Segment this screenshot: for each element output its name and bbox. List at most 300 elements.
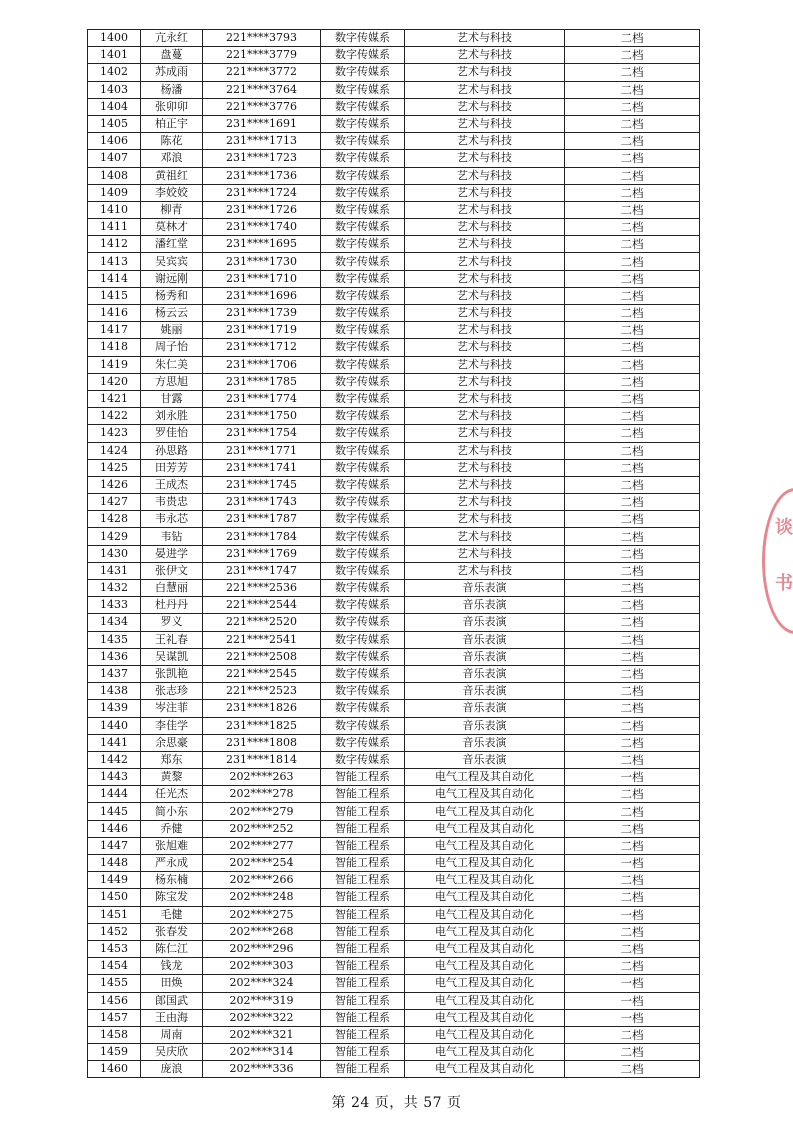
cell-major: 音乐表演 (405, 614, 565, 631)
cell-grade: 二档 (565, 717, 700, 734)
cell-grade: 二档 (565, 872, 700, 889)
cell-no: 1442 (88, 751, 141, 768)
cell-no: 1438 (88, 683, 141, 700)
cell-id: 231****1814 (203, 751, 321, 768)
cell-name: 韦钻 (141, 528, 203, 545)
cell-no: 1425 (88, 459, 141, 476)
cell-grade: 二档 (565, 683, 700, 700)
cell-major: 艺术与科技 (405, 494, 565, 511)
cell-name: 任光杰 (141, 786, 203, 803)
cell-no: 1453 (88, 940, 141, 957)
cell-name: 姚丽 (141, 322, 203, 339)
cell-no: 1418 (88, 339, 141, 356)
official-seal-fragment: 谈 书 (762, 488, 793, 634)
cell-dept: 智能工程系 (321, 1026, 405, 1043)
cell-grade: 二档 (565, 287, 700, 304)
cell-dept: 数字传媒系 (321, 476, 405, 493)
cell-grade: 二档 (565, 236, 700, 253)
cell-major: 音乐表演 (405, 631, 565, 648)
cell-major: 艺术与科技 (405, 81, 565, 98)
cell-no: 1412 (88, 236, 141, 253)
cell-dept: 智能工程系 (321, 786, 405, 803)
cell-dept: 数字传媒系 (321, 184, 405, 201)
cell-dept: 智能工程系 (321, 940, 405, 957)
table-row (88, 339, 700, 356)
cell-dept: 数字传媒系 (321, 322, 405, 339)
cell-name: 谢远刚 (141, 270, 203, 287)
cell-id: 231****1784 (203, 528, 321, 545)
table-row (88, 81, 700, 98)
cell-name: 孙思路 (141, 442, 203, 459)
cell-dept: 智能工程系 (321, 1009, 405, 1026)
cell-major: 艺术与科技 (405, 98, 565, 115)
cell-grade: 二档 (565, 889, 700, 906)
cell-name: 晏进学 (141, 545, 203, 562)
cell-id: 231****1691 (203, 115, 321, 132)
cell-no: 1432 (88, 580, 141, 597)
cell-major: 音乐表演 (405, 717, 565, 734)
cell-name: 乔健 (141, 820, 203, 837)
cell-id: 231****1741 (203, 459, 321, 476)
cell-major: 音乐表演 (405, 751, 565, 768)
table-row (88, 305, 700, 322)
table-row (88, 751, 700, 768)
cell-dept: 数字传媒系 (321, 236, 405, 253)
cell-dept: 智能工程系 (321, 803, 405, 820)
cell-grade: 一档 (565, 992, 700, 1009)
table-row (88, 64, 700, 81)
cell-no: 1415 (88, 287, 141, 304)
cell-no: 1445 (88, 803, 141, 820)
cell-major: 艺术与科技 (405, 201, 565, 218)
cell-dept: 数字传媒系 (321, 580, 405, 597)
cell-no: 1409 (88, 184, 141, 201)
cell-name: 严永成 (141, 855, 203, 872)
cell-grade: 二档 (565, 803, 700, 820)
table-row (88, 958, 700, 975)
table-row (88, 889, 700, 906)
cell-dept: 智能工程系 (321, 820, 405, 837)
cell-major: 艺术与科技 (405, 511, 565, 528)
cell-name: 张伊文 (141, 562, 203, 579)
cell-id: 202****277 (203, 837, 321, 854)
cell-grade: 二档 (565, 700, 700, 717)
cell-id: 202****324 (203, 975, 321, 992)
table-row (88, 734, 700, 751)
cell-grade: 二档 (565, 356, 700, 373)
cell-grade: 二档 (565, 958, 700, 975)
cell-grade: 二档 (565, 597, 700, 614)
cell-id: 231****1736 (203, 167, 321, 184)
cell-id: 221****3764 (203, 81, 321, 98)
cell-major: 艺术与科技 (405, 476, 565, 493)
cell-name: 郑东 (141, 751, 203, 768)
table-row (88, 992, 700, 1009)
table-row (88, 459, 700, 476)
cell-major: 音乐表演 (405, 700, 565, 717)
cell-dept: 数字传媒系 (321, 734, 405, 751)
cell-no: 1400 (88, 30, 141, 47)
cell-dept: 数字传媒系 (321, 98, 405, 115)
cell-dept: 智能工程系 (321, 889, 405, 906)
cell-dept: 数字传媒系 (321, 751, 405, 768)
cell-major: 电气工程及其自动化 (405, 769, 565, 786)
cell-id: 231****1754 (203, 425, 321, 442)
cell-id: 231****1695 (203, 236, 321, 253)
cell-no: 1405 (88, 115, 141, 132)
cell-major: 艺术与科技 (405, 287, 565, 304)
table-row (88, 872, 700, 889)
cell-name: 郎国武 (141, 992, 203, 1009)
cell-name: 李佳学 (141, 717, 203, 734)
cell-name: 罗佳怡 (141, 425, 203, 442)
table-row (88, 425, 700, 442)
cell-major: 艺术与科技 (405, 64, 565, 81)
cell-dept: 智能工程系 (321, 837, 405, 854)
table-row (88, 115, 700, 132)
cell-major: 电气工程及其自动化 (405, 1026, 565, 1043)
cell-id: 231****1706 (203, 356, 321, 373)
cell-major: 音乐表演 (405, 665, 565, 682)
table-row (88, 98, 700, 115)
cell-name: 方思旭 (141, 373, 203, 390)
table-row (88, 855, 700, 872)
cell-grade: 二档 (565, 167, 700, 184)
table-row (88, 648, 700, 665)
cell-grade: 二档 (565, 665, 700, 682)
cell-no: 1458 (88, 1026, 141, 1043)
table-row (88, 631, 700, 648)
cell-no: 1447 (88, 837, 141, 854)
table-row (88, 665, 700, 682)
cell-name: 亢永红 (141, 30, 203, 47)
cell-major: 艺术与科技 (405, 30, 565, 47)
table-body (88, 30, 700, 1078)
cell-name: 张旭难 (141, 837, 203, 854)
cell-name: 潘红堂 (141, 236, 203, 253)
cell-grade: 二档 (565, 442, 700, 459)
cell-dept: 数字传媒系 (321, 425, 405, 442)
table-row (88, 614, 700, 631)
cell-id: 221****2541 (203, 631, 321, 648)
cell-grade: 二档 (565, 64, 700, 81)
cell-major: 音乐表演 (405, 648, 565, 665)
cell-grade: 二档 (565, 614, 700, 631)
cell-grade: 二档 (565, 631, 700, 648)
cell-dept: 数字传媒系 (321, 30, 405, 47)
cell-dept: 智能工程系 (321, 975, 405, 992)
cell-name: 张凯艳 (141, 665, 203, 682)
cell-grade: 二档 (565, 648, 700, 665)
cell-no: 1446 (88, 820, 141, 837)
table-row (88, 700, 700, 717)
cell-grade: 二档 (565, 115, 700, 132)
cell-no: 1421 (88, 390, 141, 407)
cell-grade: 二档 (565, 1026, 700, 1043)
cell-dept: 智能工程系 (321, 992, 405, 1009)
cell-name: 杨潘 (141, 81, 203, 98)
table-row (88, 253, 700, 270)
table-row (88, 133, 700, 150)
cell-dept: 数字传媒系 (321, 545, 405, 562)
cell-no: 1408 (88, 167, 141, 184)
cell-major: 艺术与科技 (405, 115, 565, 132)
cell-major: 电气工程及其自动化 (405, 803, 565, 820)
cell-dept: 数字传媒系 (321, 614, 405, 631)
cell-no: 1444 (88, 786, 141, 803)
cell-dept: 数字传媒系 (321, 287, 405, 304)
cell-no: 1435 (88, 631, 141, 648)
cell-grade: 二档 (565, 339, 700, 356)
cell-no: 1431 (88, 562, 141, 579)
cell-id: 202****268 (203, 923, 321, 940)
table-row (88, 1009, 700, 1026)
cell-no: 1410 (88, 201, 141, 218)
cell-major: 艺术与科技 (405, 442, 565, 459)
cell-major: 电气工程及其自动化 (405, 906, 565, 923)
cell-name: 苏成雨 (141, 64, 203, 81)
cell-no: 1449 (88, 872, 141, 889)
table-row (88, 769, 700, 786)
cell-grade: 二档 (565, 1044, 700, 1061)
cell-name: 岑注菲 (141, 700, 203, 717)
cell-no: 1430 (88, 545, 141, 562)
cell-id: 202****321 (203, 1026, 321, 1043)
cell-dept: 数字传媒系 (321, 219, 405, 236)
cell-id: 202****296 (203, 940, 321, 957)
table-row (88, 717, 700, 734)
cell-name: 杨东楠 (141, 872, 203, 889)
cell-id: 231****1739 (203, 305, 321, 322)
cell-dept: 数字传媒系 (321, 648, 405, 665)
cell-name: 王成杰 (141, 476, 203, 493)
cell-name: 李姣姣 (141, 184, 203, 201)
cell-name: 韦贵忠 (141, 494, 203, 511)
table-row (88, 322, 700, 339)
cell-id: 231****1769 (203, 545, 321, 562)
cell-name: 张志珍 (141, 683, 203, 700)
cell-major: 艺术与科技 (405, 408, 565, 425)
cell-no: 1441 (88, 734, 141, 751)
cell-id: 221****2545 (203, 665, 321, 682)
cell-no: 1450 (88, 889, 141, 906)
cell-id: 202****252 (203, 820, 321, 837)
cell-name: 陈宝发 (141, 889, 203, 906)
cell-id: 221****3772 (203, 64, 321, 81)
cell-dept: 数字传媒系 (321, 47, 405, 64)
cell-major: 艺术与科技 (405, 133, 565, 150)
cell-major: 艺术与科技 (405, 322, 565, 339)
table-row (88, 30, 700, 47)
cell-grade: 二档 (565, 562, 700, 579)
cell-dept: 数字传媒系 (321, 562, 405, 579)
cell-major: 音乐表演 (405, 683, 565, 700)
cell-dept: 数字传媒系 (321, 305, 405, 322)
cell-dept: 智能工程系 (321, 769, 405, 786)
table-row (88, 923, 700, 940)
cell-grade: 二档 (565, 837, 700, 854)
table-row (88, 940, 700, 957)
cell-major: 艺术与科技 (405, 425, 565, 442)
cell-name: 庞浪 (141, 1061, 203, 1078)
cell-id: 231****1745 (203, 476, 321, 493)
cell-name: 吴庆欣 (141, 1044, 203, 1061)
cell-no: 1454 (88, 958, 141, 975)
cell-no: 1406 (88, 133, 141, 150)
cell-id: 231****1713 (203, 133, 321, 150)
cell-id: 221****2508 (203, 648, 321, 665)
table-row (88, 562, 700, 579)
cell-dept: 数字传媒系 (321, 64, 405, 81)
cell-grade: 一档 (565, 975, 700, 992)
cell-dept: 智能工程系 (321, 923, 405, 940)
cell-name: 周子怡 (141, 339, 203, 356)
cell-major: 电气工程及其自动化 (405, 820, 565, 837)
cell-dept: 智能工程系 (321, 1044, 405, 1061)
table-row (88, 820, 700, 837)
cell-no: 1429 (88, 528, 141, 545)
cell-id: 231****1726 (203, 201, 321, 218)
cell-id: 231****1730 (203, 253, 321, 270)
cell-name: 黄黎 (141, 769, 203, 786)
table-row (88, 150, 700, 167)
cell-dept: 数字传媒系 (321, 115, 405, 132)
cell-dept: 数字传媒系 (321, 717, 405, 734)
cell-no: 1422 (88, 408, 141, 425)
cell-id: 231****1771 (203, 442, 321, 459)
cell-grade: 二档 (565, 580, 700, 597)
cell-name: 韦永芯 (141, 511, 203, 528)
cell-major: 艺术与科技 (405, 528, 565, 545)
cell-id: 231****1719 (203, 322, 321, 339)
cell-major: 电气工程及其自动化 (405, 940, 565, 957)
cell-grade: 二档 (565, 81, 700, 98)
table-row (88, 219, 700, 236)
cell-name: 柏正宇 (141, 115, 203, 132)
cell-id: 231****1750 (203, 408, 321, 425)
table-row (88, 580, 700, 597)
cell-id: 231****1826 (203, 700, 321, 717)
cell-grade: 二档 (565, 476, 700, 493)
table-row (88, 1026, 700, 1043)
table-row (88, 476, 700, 493)
table-row (88, 494, 700, 511)
cell-dept: 数字传媒系 (321, 390, 405, 407)
cell-grade: 二档 (565, 47, 700, 64)
cell-name: 罗义 (141, 614, 203, 631)
cell-no: 1414 (88, 270, 141, 287)
cell-no: 1436 (88, 648, 141, 665)
cell-major: 艺术与科技 (405, 562, 565, 579)
cell-dept: 数字传媒系 (321, 81, 405, 98)
cell-id: 202****266 (203, 872, 321, 889)
cell-id: 202****275 (203, 906, 321, 923)
cell-grade: 二档 (565, 373, 700, 390)
cell-grade: 二档 (565, 184, 700, 201)
cell-no: 1459 (88, 1044, 141, 1061)
cell-name: 王由海 (141, 1009, 203, 1026)
table-row (88, 545, 700, 562)
table-row (88, 442, 700, 459)
cell-major: 艺术与科技 (405, 459, 565, 476)
cell-name: 吴宾宾 (141, 253, 203, 270)
cell-id: 231****1740 (203, 219, 321, 236)
cell-name: 吴谋凯 (141, 648, 203, 665)
cell-grade: 二档 (565, 940, 700, 957)
table-row (88, 597, 700, 614)
cell-id: 202****254 (203, 855, 321, 872)
cell-no: 1434 (88, 614, 141, 631)
cell-no: 1428 (88, 511, 141, 528)
cell-dept: 数字传媒系 (321, 528, 405, 545)
table-row (88, 184, 700, 201)
cell-name: 田焕 (141, 975, 203, 992)
cell-dept: 数字传媒系 (321, 150, 405, 167)
table-row (88, 528, 700, 545)
cell-grade: 一档 (565, 1009, 700, 1026)
cell-grade: 二档 (565, 494, 700, 511)
cell-dept: 数字传媒系 (321, 665, 405, 682)
table-row (88, 837, 700, 854)
cell-id: 231****1710 (203, 270, 321, 287)
cell-no: 1460 (88, 1061, 141, 1078)
table-row (88, 270, 700, 287)
cell-grade: 二档 (565, 734, 700, 751)
cell-major: 电气工程及其自动化 (405, 855, 565, 872)
cell-no: 1433 (88, 597, 141, 614)
cell-major: 艺术与科技 (405, 236, 565, 253)
cell-major: 艺术与科技 (405, 184, 565, 201)
cell-name: 刘永胜 (141, 408, 203, 425)
cell-major: 电气工程及其自动化 (405, 786, 565, 803)
cell-grade: 二档 (565, 786, 700, 803)
table-row (88, 1044, 700, 1061)
cell-id: 221****3776 (203, 98, 321, 115)
cell-id: 231****1787 (203, 511, 321, 528)
cell-no: 1440 (88, 717, 141, 734)
cell-grade: 一档 (565, 769, 700, 786)
table-row (88, 511, 700, 528)
cell-name: 王礼春 (141, 631, 203, 648)
cell-grade: 二档 (565, 820, 700, 837)
cell-id: 231****1723 (203, 150, 321, 167)
cell-no: 1417 (88, 322, 141, 339)
cell-dept: 数字传媒系 (321, 494, 405, 511)
cell-id: 231****1808 (203, 734, 321, 751)
cell-no: 1443 (88, 769, 141, 786)
cell-id: 231****1785 (203, 373, 321, 390)
cell-id: 221****2536 (203, 580, 321, 597)
cell-dept: 数字传媒系 (321, 373, 405, 390)
table-row (88, 683, 700, 700)
cell-name: 余思豪 (141, 734, 203, 751)
cell-no: 1413 (88, 253, 141, 270)
cell-dept: 数字传媒系 (321, 408, 405, 425)
cell-dept: 数字传媒系 (321, 442, 405, 459)
cell-id: 231****1724 (203, 184, 321, 201)
cell-major: 音乐表演 (405, 580, 565, 597)
cell-major: 音乐表演 (405, 734, 565, 751)
cell-id: 202****314 (203, 1044, 321, 1061)
cell-no: 1452 (88, 923, 141, 940)
cell-name: 钱龙 (141, 958, 203, 975)
cell-id: 202****319 (203, 992, 321, 1009)
cell-major: 艺术与科技 (405, 339, 565, 356)
cell-major: 电气工程及其自动化 (405, 923, 565, 940)
table-row (88, 167, 700, 184)
cell-no: 1424 (88, 442, 141, 459)
cell-name: 杨秀和 (141, 287, 203, 304)
